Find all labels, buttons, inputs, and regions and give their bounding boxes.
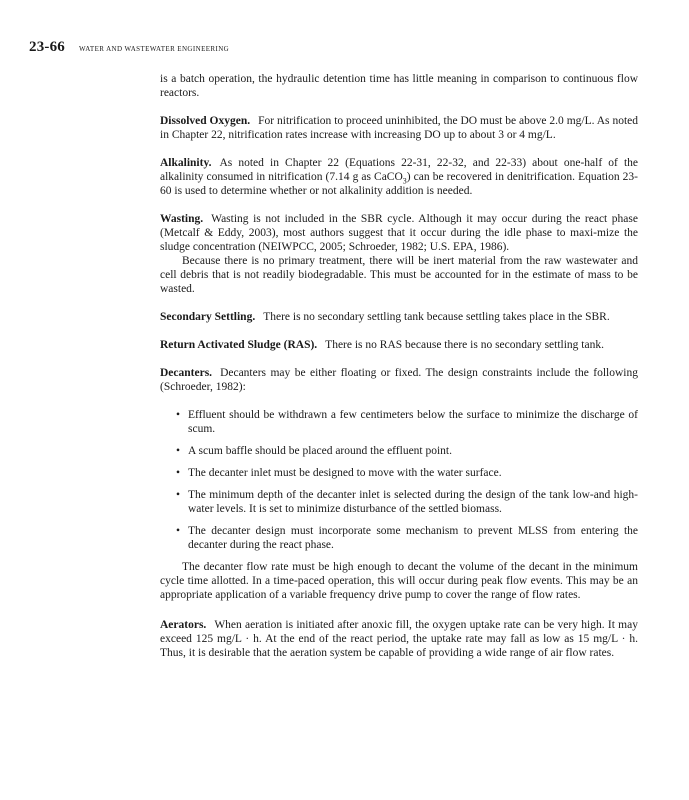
list-item-text: A scum baffle should be placed around the effluent point. bbox=[188, 445, 453, 457]
decanters-text: Decanters may be either floating or fixed. The design constraints include the following (Schroeder, 1982): bbox=[160, 367, 638, 393]
wasting-paragraph-2: Because there is no primary treatment, there will be inert material from the raw wastewater and cell debris that is not readily biodegradable. This must be accounted for in the estimate of mass to be wasted. bbox=[160, 255, 638, 295]
page-header bbox=[29, 39, 229, 56]
alkalinity-heading: Alkalinity. bbox=[160, 157, 212, 169]
alkalinity-paragraph bbox=[160, 156, 638, 198]
ras-paragraph bbox=[160, 338, 638, 352]
alkalinity-text-1: As noted in Chapter 22 (Equations 22-31, 22-32, and 22-33) about one-half of the alkalinity consumed in nitrification (7.14 g as CaCO bbox=[160, 157, 638, 183]
wasting-heading: Wasting. bbox=[160, 213, 204, 225]
running-head: WATER AND WASTEWATER ENGINEERING bbox=[79, 45, 230, 53]
page-body bbox=[160, 72, 638, 660]
list-item-text: The decanter inlet must be designed to move with the water surface. bbox=[188, 467, 502, 479]
aerators-text: When aeration is initiated after anoxic fill, the oxygen uptake rate can be very high. It may exceed 125 mg/L · h. At the end of the react period, the uptake rate may fall as low as 15 mg/L · h. Thus, it is desirable that the aeration system be capable of providing a wide range of air flow rates. bbox=[160, 619, 638, 659]
alkalinity-subscript: 3 bbox=[402, 176, 407, 186]
aerators-paragraph bbox=[160, 618, 638, 660]
bullet-icon: • bbox=[176, 489, 181, 501]
aerators-heading: Aerators. bbox=[160, 619, 207, 631]
bullet-icon: • bbox=[176, 525, 181, 537]
dissolved-oxygen-heading: Dissolved Oxygen. bbox=[160, 115, 251, 127]
list-item-text: The decanter design must incorporate some mechanism to prevent MLSS from entering the decanter during the react phase. bbox=[188, 525, 638, 551]
secondary-settling-heading: Secondary Settling. bbox=[160, 311, 256, 323]
bullet-icon: • bbox=[176, 409, 181, 421]
ras-text: There is no RAS because there is no secondary settling tank. bbox=[325, 339, 604, 351]
dissolved-oxygen-text: For nitrification to proceed uninhibited, the DO must be above 2.0 mg/L. As noted in Chapter 22, nitrification rates increase with increasing DO up to about 3 or 4 mg/L. bbox=[160, 115, 638, 141]
bullet-icon: • bbox=[176, 467, 181, 479]
alkalinity-text-2: ) can be recovered in denitrification. Equation 23-60 is used to determine whether or not alkalinity addition is needed. bbox=[160, 171, 638, 197]
decanter-flow-paragraph: The decanter flow rate must be high enough to decant the volume of the decant in the minimum cycle time allotted. In a time-paced operation, this will occur during peak flow events. This may be an appropriate application of a variable frequency drive pump to cover the range of flow rates. bbox=[160, 561, 638, 601]
bullet-icon: • bbox=[176, 445, 181, 457]
intro-paragraph: is a batch operation, the hydraulic detention time has little meaning in comparison to continuous flow reactors. bbox=[160, 73, 638, 99]
list-item-text: The minimum depth of the decanter inlet is selected during the design of the tank low-and high-water levels. It is set to minimize disturbance of the settled biomass. bbox=[188, 489, 638, 515]
decanters-heading: Decanters. bbox=[160, 367, 213, 379]
list-item bbox=[160, 524, 638, 552]
dissolved-oxygen-paragraph bbox=[160, 114, 638, 142]
list-item bbox=[160, 488, 638, 516]
decanters-paragraph bbox=[160, 366, 638, 394]
page-number: 23-66 bbox=[29, 39, 65, 55]
decanter-constraints-list bbox=[160, 408, 638, 552]
ras-heading: Return Activated Sludge (RAS). bbox=[160, 339, 318, 351]
wasting-text: Wasting is not included in the SBR cycle. Although it may occur during the react phase (Metcalf & Eddy, 2003), most authors suggest that it occur during the idle phase to maxi-mize the sludge concentration (NEIWPCC, 2005; Schroeder, 1982; U.S. EPA, 1986). bbox=[160, 213, 638, 253]
list-item bbox=[160, 408, 638, 436]
list-item bbox=[160, 466, 638, 480]
secondary-settling-paragraph bbox=[160, 310, 638, 324]
list-item bbox=[160, 444, 638, 458]
wasting-paragraph bbox=[160, 212, 638, 254]
list-item-text: Effluent should be withdrawn a few centimeters below the surface to minimize the discharge of scum. bbox=[188, 409, 638, 435]
secondary-settling-text: There is no secondary settling tank because settling takes place in the SBR. bbox=[263, 311, 610, 323]
